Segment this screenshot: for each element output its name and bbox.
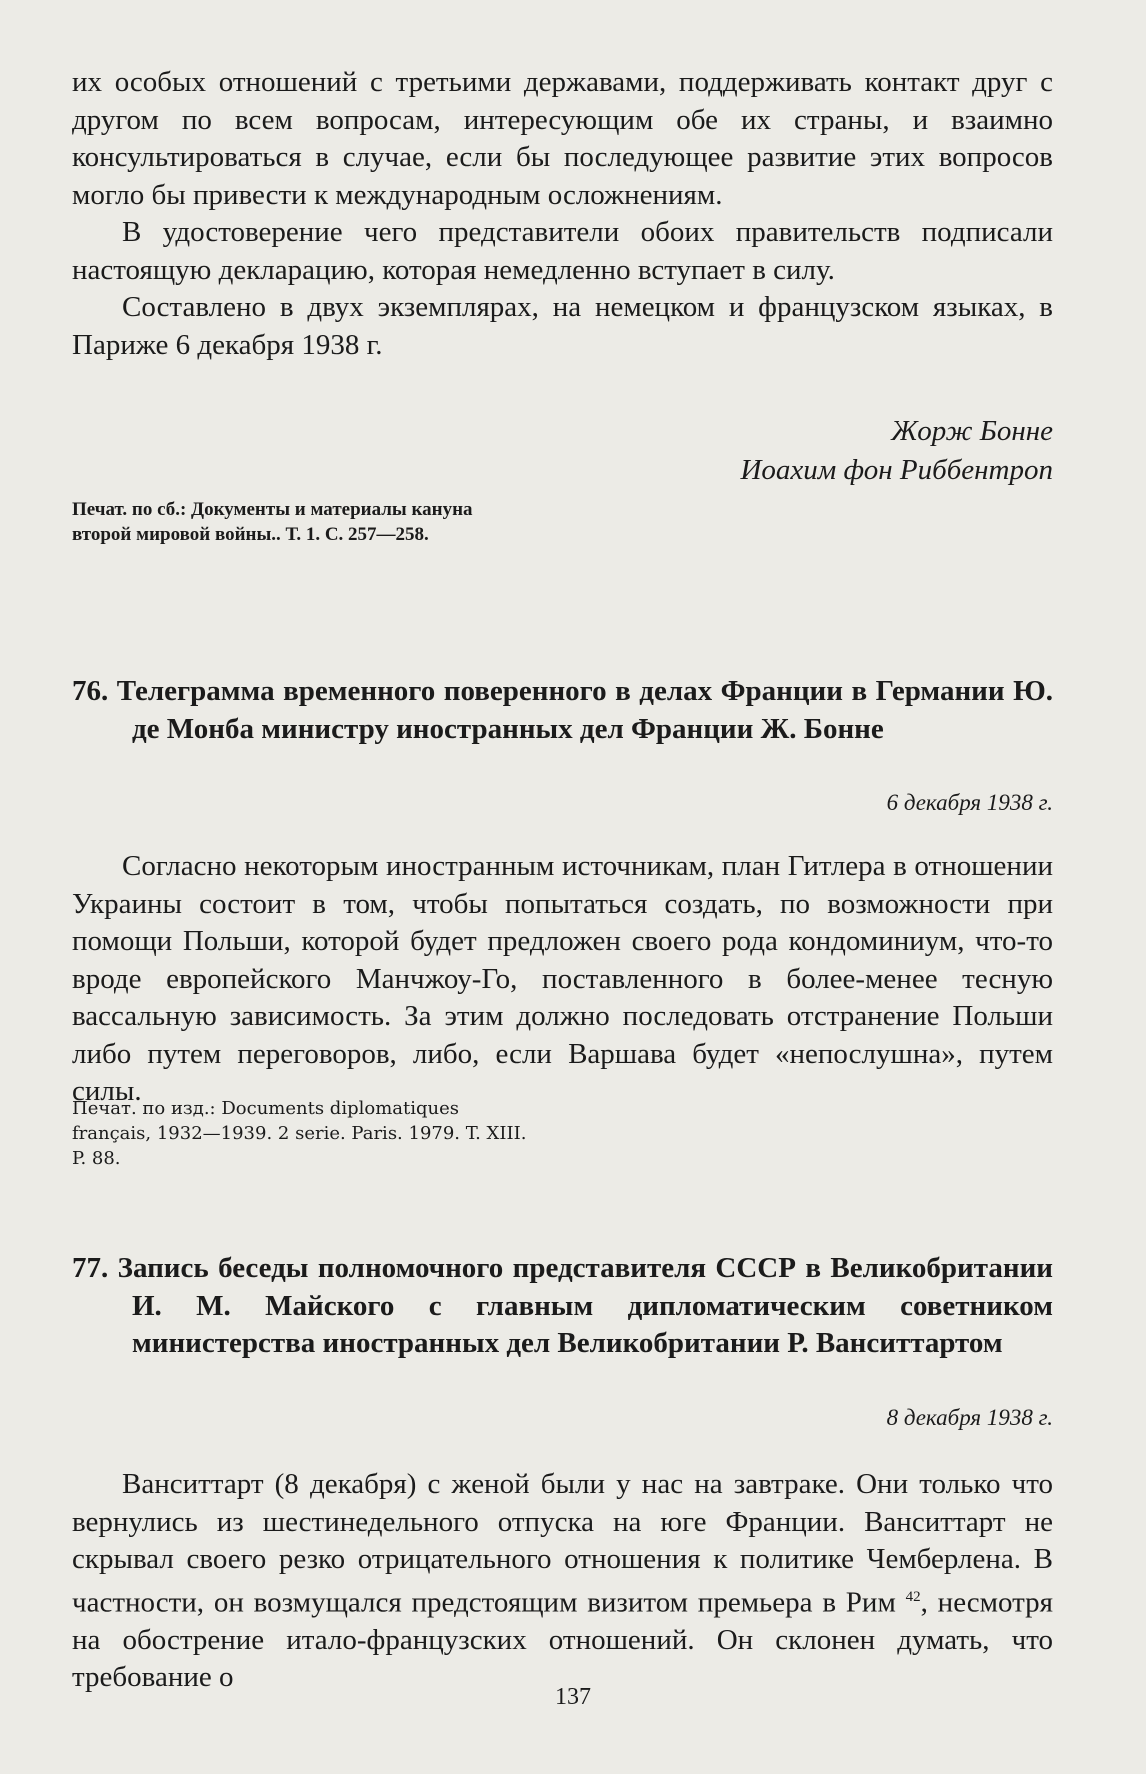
paragraph-1: их особых отношений с третьими державами, поддерживать контакт друг с другом по всем вопросам, интересующим обе их страны, и взаимно консультироваться в случае, если бы последующее развитие этих вопросов могло бы привести к международным осложнениям. [72, 66, 1053, 211]
doc77-text-part1: Ванситтарт (8 декабря) с женой были у нас на завтраке. Они только что вернулись из шестинедельного отпуска на юге Франции. Ванситтарт не скрывал своего резко отрицательного отношения к политике Чемберлена. В частности, он возмущался предстоящим визитом премьера в Рим [72, 1468, 1053, 1619]
source-note-1 [72, 497, 512, 547]
doc76-text: Согласно некоторым иностранным источникам, план Гитлера в отношении Украины состоит в том, чтобы попытаться создать, по возможности при помощи Польши, которой будет предложен своего рода кондоминиум, что-то вроде европейского Манчжоу-Го, поставленного в более-менее тесную вассальную зависимость. За этим должно последовать отстранение Польши либо путем переговоров, либо, если Варшава будет «непослушна», путем силы. [72, 850, 1053, 1107]
source-note-76 [72, 1096, 542, 1171]
footnote-ref: 42 [905, 1588, 921, 1605]
doc77-text-part2: , несмотря на обострение итало-французских отношений. Он склонен думать, что требование о [72, 1586, 1053, 1694]
doc77-body [72, 1466, 1053, 1697]
declaration-end [72, 64, 1053, 364]
doc77-date: 8 декабря 1938 г. [886, 1405, 1053, 1430]
signatures [740, 412, 1053, 490]
doc76-heading: 76. Телеграмма временного поверенного в делах Франции в Германии Ю. де Монба министру иностранных дел Франции Ж. Бонне [72, 675, 1053, 745]
signature-bonnet: Жорж Бонне [891, 415, 1053, 447]
signature-ribbentrop: Иоахим фон Риббентроп [740, 454, 1053, 486]
document-77 [72, 1250, 1053, 1363]
page-number: 137 [555, 1684, 591, 1710]
doc76-date: 6 декабря 1938 г. [886, 790, 1053, 815]
doc77-text [72, 1466, 1053, 1697]
doc77-heading: 77. Запись беседы полномочного представителя СССР в Великобритании И. М. Майского с главным дипломатическим советником министерства иностранных дел Великобритании Р. Ванситтартом [72, 1252, 1053, 1359]
paragraph-2: В удостоверение чего представители обоих правительств подписали настоящую декларацию, которая немедленно вступает в силу. [72, 216, 1053, 286]
doc76-body [72, 848, 1053, 1111]
source-1-text: Печат. по сб.: Документы и материалы кануна второй мировой войны.. Т. 1. С. 257—258. [72, 499, 473, 545]
doc76-source: Печат. по изд.: Documents diplomatiques français, 1932—1939. 2 serie. Paris. 1979. T. XIII. P. 88. [72, 1098, 527, 1169]
paragraph-3: Составлено в двух экземплярах, на немецком и французском языках, в Париже 6 декабря 1938 г. [72, 291, 1053, 361]
document-76 [72, 673, 1053, 748]
